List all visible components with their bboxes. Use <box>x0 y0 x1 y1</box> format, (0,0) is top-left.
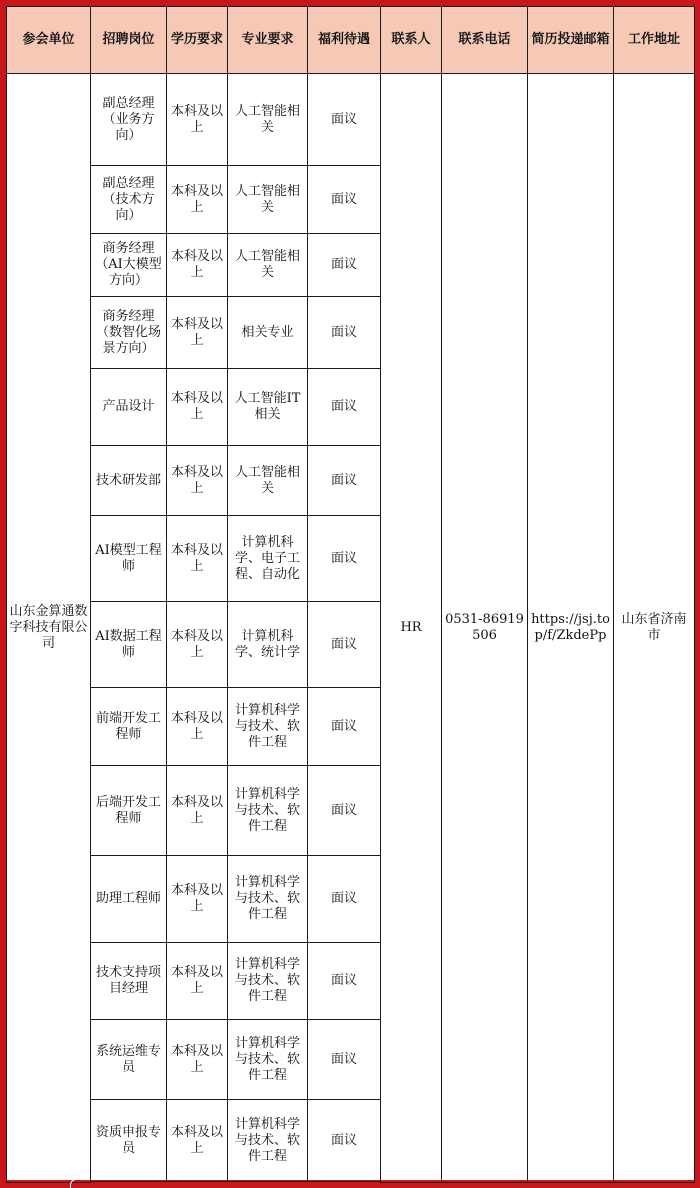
benefits-cell: 面议 <box>308 1020 381 1100</box>
company-cell: 山东金算通数字科技有限公司 <box>7 74 91 1183</box>
position-cell: 副总经理（技术方向） <box>91 166 167 234</box>
position-cell: 副总经理（业务方向） <box>91 74 167 166</box>
header-benefits: 福利待遇 <box>308 7 381 74</box>
benefits-cell: 面议 <box>308 74 381 166</box>
header-row <box>7 7 695 74</box>
benefits-cell: 面议 <box>308 369 381 446</box>
position-cell: 后端开发工程师 <box>91 766 167 856</box>
header-company: 参会单位 <box>7 7 91 74</box>
benefits-cell: 面议 <box>308 516 381 602</box>
major-cell: 计算机科学与技术、软件工程 <box>228 766 308 856</box>
filler-cell <box>167 1182 228 1183</box>
position-cell: 系统运维专员 <box>91 1020 167 1100</box>
benefits-cell: 面议 <box>308 602 381 688</box>
education-cell: 本科及以上 <box>167 234 228 297</box>
benefits-cell: 面议 <box>308 446 381 516</box>
benefits-cell: 面议 <box>308 688 381 766</box>
filler-cell <box>228 1182 308 1183</box>
position-cell: 商务经理（数智化场景方向） <box>91 297 167 369</box>
education-cell: 本科及以上 <box>167 74 228 166</box>
header-contact: 联系人 <box>381 7 442 74</box>
major-cell: 人工智能相关 <box>228 166 308 234</box>
major-cell: 计算机科学与技术、软件工程 <box>228 688 308 766</box>
address-cell: 山东省济南市 <box>614 74 695 1183</box>
header-phone: 联系电话 <box>442 7 528 74</box>
major-cell: 相关专业 <box>228 297 308 369</box>
position-cell: 产品设计 <box>91 369 167 446</box>
filler-cell <box>91 1182 167 1183</box>
major-cell: 人工智能相关 <box>228 74 308 166</box>
benefits-cell: 面议 <box>308 766 381 856</box>
header-education: 学历要求 <box>167 7 228 74</box>
education-cell: 本科及以上 <box>167 943 228 1020</box>
position-cell: 商务经理（AI大模型方向） <box>91 234 167 297</box>
major-cell: 计算机科学与技术、软件工程 <box>228 1020 308 1100</box>
major-cell: 计算机科学、电子工程、自动化 <box>228 516 308 602</box>
benefits-cell: 面议 <box>308 856 381 943</box>
position-cell: 前端开发工程师 <box>91 688 167 766</box>
major-cell: 计算机科学与技术、软件工程 <box>228 856 308 943</box>
corner-mark-icon <box>70 1179 77 1188</box>
header-major: 专业要求 <box>228 7 308 74</box>
header-resume-email: 简历投递邮箱 <box>528 7 614 74</box>
benefits-cell: 面议 <box>308 943 381 1020</box>
benefits-cell: 面议 <box>308 166 381 234</box>
filler-cell <box>308 1182 381 1183</box>
education-cell: 本科及以上 <box>167 446 228 516</box>
education-cell: 本科及以上 <box>167 1020 228 1100</box>
position-cell: AI模型工程师 <box>91 516 167 602</box>
position-cell: 技术研发部 <box>91 446 167 516</box>
major-cell: 计算机科学、统计学 <box>228 602 308 688</box>
major-cell: 人工智能相关 <box>228 234 308 297</box>
resume-url-cell[interactable]: https://jsj.top/f/ZkdePp <box>528 74 614 1183</box>
benefits-cell: 面议 <box>308 1100 381 1182</box>
header-address: 工作地址 <box>614 7 695 74</box>
education-cell: 本科及以上 <box>167 856 228 943</box>
education-cell: 本科及以上 <box>167 766 228 856</box>
major-cell: 计算机科学与技术、软件工程 <box>228 943 308 1020</box>
position-cell: 助理工程师 <box>91 856 167 943</box>
major-cell: 人工智能IT相关 <box>228 369 308 446</box>
recruitment-sheet <box>6 6 694 1180</box>
benefits-cell: 面议 <box>308 297 381 369</box>
education-cell: 本科及以上 <box>167 369 228 446</box>
education-cell: 本科及以上 <box>167 602 228 688</box>
education-cell: 本科及以上 <box>167 297 228 369</box>
phone-cell: 0531-86919506 <box>442 74 528 1183</box>
position-cell: AI数据工程师 <box>91 602 167 688</box>
header-position: 招聘岗位 <box>91 7 167 74</box>
education-cell: 本科及以上 <box>167 688 228 766</box>
position-cell: 技术支持项目经理 <box>91 943 167 1020</box>
major-cell: 计算机科学与技术、软件工程 <box>228 1100 308 1182</box>
table-row <box>7 74 695 166</box>
major-cell: 人工智能相关 <box>228 446 308 516</box>
contact-cell: HR <box>381 74 442 1183</box>
position-cell: 资质申报专员 <box>91 1100 167 1182</box>
benefits-cell: 面议 <box>308 234 381 297</box>
recruitment-table <box>6 6 695 1183</box>
education-cell: 本科及以上 <box>167 1100 228 1182</box>
education-cell: 本科及以上 <box>167 516 228 602</box>
education-cell: 本科及以上 <box>167 166 228 234</box>
